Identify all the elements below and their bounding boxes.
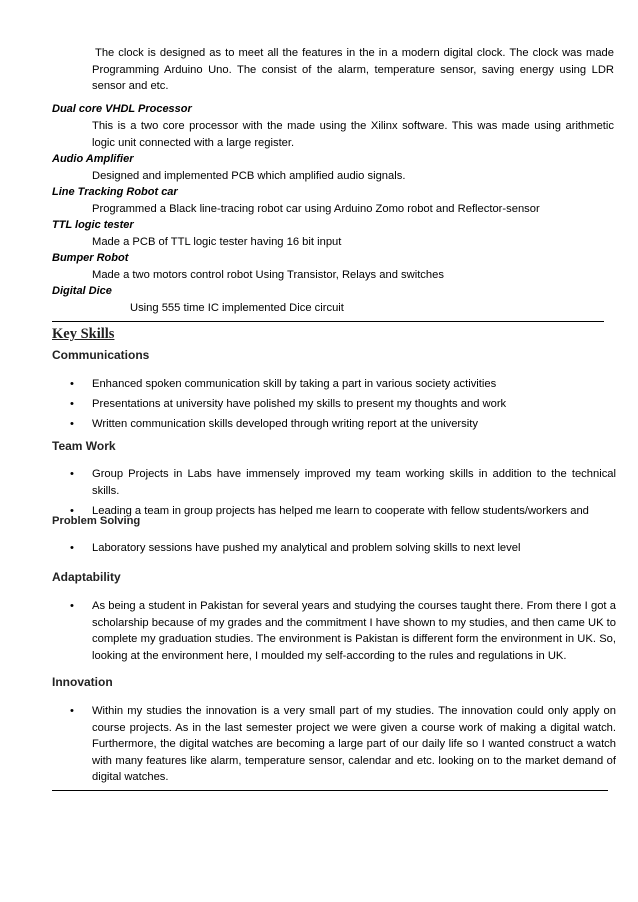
project-title: Digital Dice xyxy=(52,285,112,297)
project-title: TTL logic tester xyxy=(52,219,134,231)
list-item: • Enhanced spoken communication skill by taking a part in various society activities xyxy=(70,376,616,393)
project-description: Programmed a Black line-tracing robot car using Arduino Zomo robot and Reflector-sensor xyxy=(92,203,540,215)
skill-bullet-list xyxy=(70,466,616,523)
project-title: Bumper Robot xyxy=(52,252,129,264)
project-description: This is a two core processor with the made using the Xilinx software. This was made using arithmetic logic unit connected with a large register. xyxy=(92,120,614,149)
section-divider xyxy=(52,321,604,322)
list-item: • Laboratory sessions have pushed my analytical and problem solving skills to next level xyxy=(70,540,616,557)
project-title: Audio Amplifier xyxy=(52,153,134,165)
list-item: • As being a student in Pakistan for several years and studying the courses taught there. From there I got a scholarship because of my grades and the commitment I have shown to my studies, and then came UK to complete my graduation studies. The environment is Pakistan is different form the environment in UK. So, looking at the environment here, I moulded my self-according to the rules and regulations in UK. xyxy=(70,600,616,662)
project-description: Using 555 time IC implemented Dice circuit xyxy=(130,302,344,314)
bullet-icon: • xyxy=(70,542,74,554)
list-item: • Within my studies the innovation is a very small part of my studies. The innovation could only apply on course projects. As in the last semester project we were given a course work of making a digital watch. Furthermore, the digital watches are becoming a large part of our daily life so I wanted construct a watch with many features like alarm, temperature sensor, calendar and etc. looking on to the market demand of digital watches. xyxy=(70,705,616,783)
list-item: • Written communication skills developed through writing report at the university xyxy=(70,416,616,433)
project-title: Dual core VHDL Processor xyxy=(52,103,192,115)
bullet-icon: • xyxy=(70,468,74,480)
project-title: Line Tracking Robot car xyxy=(52,186,178,198)
bullet-icon: • xyxy=(70,378,74,390)
skill-bullet-list xyxy=(70,598,616,664)
section-divider xyxy=(52,790,608,791)
skill-heading: Problem Solving xyxy=(52,515,141,527)
skill-bullet-list xyxy=(70,703,616,786)
skill-heading: Innovation xyxy=(52,675,113,689)
key-skills-heading: Key Skills xyxy=(52,326,115,342)
skill-bullet-list xyxy=(70,540,616,560)
list-item: • Presentations at university have polished my skills to present my thoughts and work xyxy=(70,396,616,413)
project-description: Made a PCB of TTL logic tester having 16 bit input xyxy=(92,236,342,248)
list-item: • Leading a team in group projects has helped me learn to cooperate with fellow students/workers and xyxy=(70,503,616,520)
bullet-icon: • xyxy=(70,600,74,612)
skill-bullet-list xyxy=(70,376,616,436)
bullet-icon: • xyxy=(70,418,74,430)
project-description: Designed and implemented PCB which amplified audio signals. xyxy=(92,170,406,182)
bullet-icon: • xyxy=(70,705,74,717)
skill-heading: Communications xyxy=(52,348,150,362)
bullet-icon: • xyxy=(70,398,74,410)
bullet-icon: • xyxy=(70,504,74,517)
project-description: Made a two motors control robot Using Transistor, Relays and switches xyxy=(92,269,444,281)
skill-heading: Adaptability xyxy=(52,570,121,584)
list-item: • Group Projects in Labs have immensely improved my team working skills in addition to the technical skills. xyxy=(70,468,616,497)
project-description: The clock is designed as to meet all the features in the in a modern digital clock. The clock was made Programming Arduino Uno. The consist of the alarm, temperature sensor, saving energy using LDR sensor and etc. xyxy=(92,47,614,92)
skill-heading: Team Work xyxy=(52,439,116,453)
